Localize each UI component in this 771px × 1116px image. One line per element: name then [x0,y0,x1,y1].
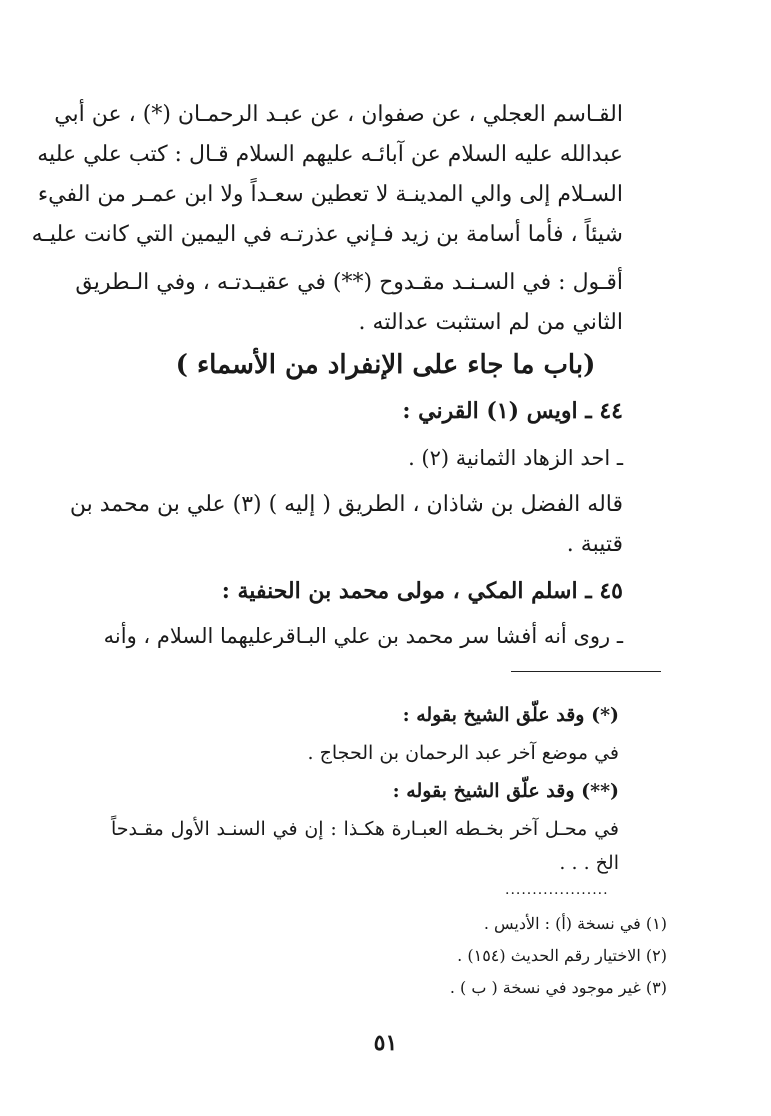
footnote-star-2-text-1: في محـل آخر بخـطه العبـارة هكـذا : إن في السنـد الأول مقـدحاً [111,818,619,840]
footnote-2: (٢) الاختيار رقم الحديث (١٥٤) . [457,946,667,965]
footnote-star-2-head: (**) وقد علّق الشيخ بقوله : [392,780,619,802]
body-line-3: السـلام إلى والي المدينـة لا تعطين سعـداً ولا ابن عمـر من الفيء [37,182,623,207]
para3-line-1: قاله الفضل بن شاذان ، الطريق ( إليه ) (٣) علي بن محمد بن [69,492,623,517]
footnote-star-1-text: في موضع آخر عبد الرحمان بن الحجاج . [307,742,619,764]
para2-line-1: أقـول : في السـنـد مقـدوح (**) في عقيـدتـه ، وفي الـطريق [75,270,623,295]
footnote-3: (٣) غير موجود في نسخة ( ب ) . [449,978,667,997]
dotted-separator: ................... [505,882,609,898]
page-number: ٥١ [373,1030,398,1056]
entry-45-title: ٤٥ ـ اسلم المكي ، مولى محمد بن الحنفية : [221,578,623,604]
section-heading: (باب ما جاء على الإنفراد من الأسماء ) [175,350,596,380]
footnote-star-1-head: (*) وقد علّق الشيخ بقوله : [402,704,619,726]
footnote-star-2-text-2: الخ . . . [559,852,619,874]
entry-44-title: ٤٤ ـ اويس (١) القرني : [402,398,623,424]
body-line-2: عبدالله عليه السلام عن آبائـه عليهم السلام قـال : كتب علي عليه [37,142,623,167]
footnote-1: (١) في نسخة (أ) : الأديس . [483,914,667,933]
para2-line-2: الثاني من لم استثبت عدالته . [358,310,623,335]
body-line-1: القـاسم العجلي ، عن صفوان ، عن عبـد الرحمـان (*) ، عن أبي [54,102,623,127]
body-line-4: شيئاً ، فأما أسامة بن زيد فـإني عذرتـه في اليمين التي كانت عليـه [31,222,623,247]
footnote-separator [511,671,661,672]
entry-44-note: ـ احد الزهاد الثمانية (٢) . [408,446,623,470]
entry-45-note: ـ روى أنه أفشا سر محمد بن علي البـاقرعليهما السلام ، وأنه [103,624,623,648]
para3-line-2: قتيبة . [566,532,623,557]
